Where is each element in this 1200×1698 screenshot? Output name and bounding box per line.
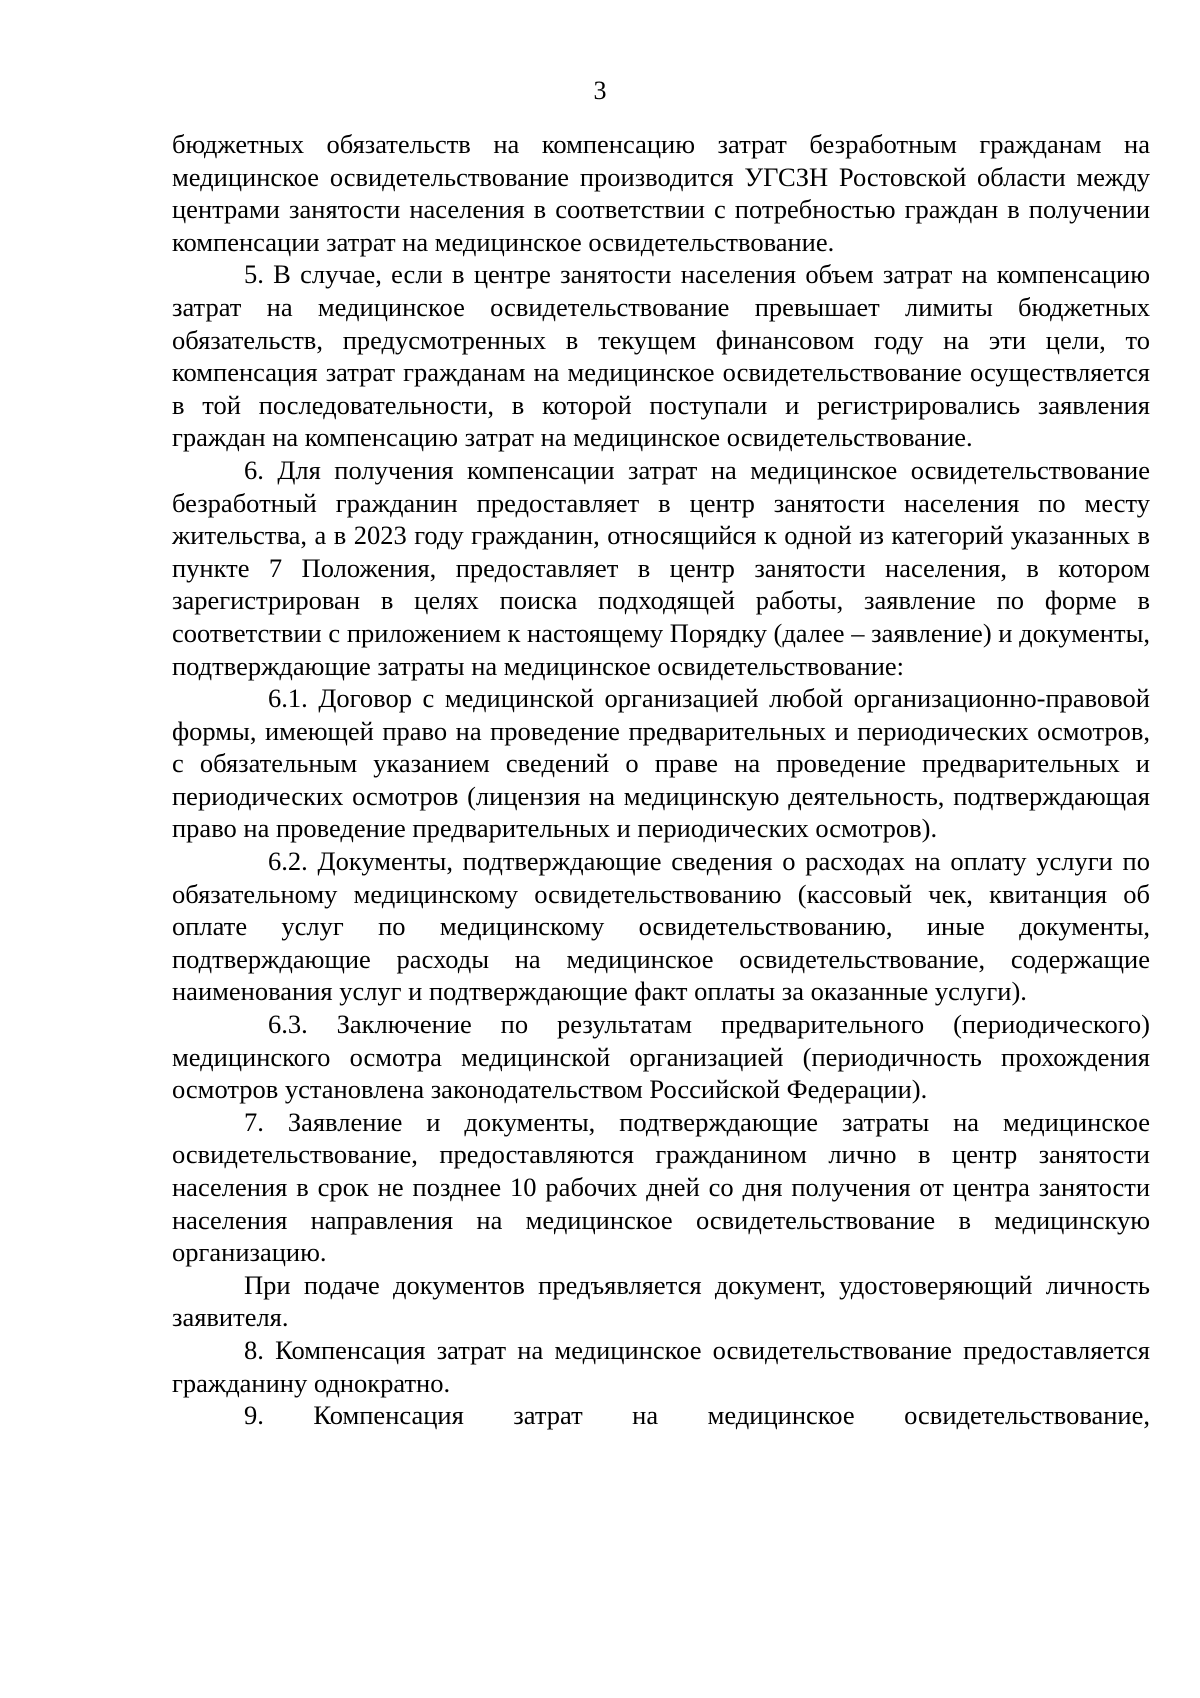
paragraph-item-6-2: 6.2. Документы, подтверждающие сведения о расходах на оплату услуги по обязательному медицинскому освидетельствованию (кассовый чек, квитанция об оплате услуг по медицинскому освидетельствованию, иные документы, подтверждающие расходы на медицинское освидетельствование, содержащие наименования услуг и подтверждающие факт оплаты за оказанные услуги). (172, 846, 1150, 1007)
paragraph-item-8: 8. Компенсация затрат на медицинское освидетельствование предоставляется гражданину однократно. (172, 1334, 1150, 1398)
paragraph-item-6-3: 6.3. Заключение по результатам предварительного (периодического) медицинского осмотра медицинской организацией (периодичность прохождения осмотров установлена законодательством Российской Федерации). (172, 1009, 1150, 1105)
paragraph-item-7: 7. Заявление и документы, подтверждающие затраты на медицинское освидетельствование, предоставляются гражданином лично в центр занятости населения в срок не позднее 10 рабочих дней со дня получения от центра занятости населения направления на медицинское освидетельствование в медицинскую организацию. (172, 1106, 1150, 1268)
document-body (172, 128, 1150, 1432)
page-number: 3 (593, 76, 607, 105)
paragraph-item-5: 5. В случае, если в центре занятости населения объем затрат на компенсацию затрат на медицинское освидетельствование превышает лимиты бюджетных обязательств, предусмотренных в текущем финансовом году на эти цели, то компенсация затрат гражданам на медицинское освидетельствование осуществляется в той последовательности, в которой поступали и регистрировались заявления граждан на компенсацию затрат на медицинское освидетельствование. (172, 259, 1150, 453)
paragraph-continuation: бюджетных обязательств на компенсацию затрат безработным гражданам на медицинское освидетельствование производится УГСЗН Ростовской области между центрами занятости населения в соответствии с потребностью граждан в получении компенсации затрат на медицинское освидетельствование. (172, 129, 1150, 257)
paragraph-id-requirement: При подаче документов предъявляется документ, удостоверяющий личность заявителя. (172, 1269, 1150, 1333)
paragraph-item-9: 9. Компенсация затрат на медицинское освидетельствование, (244, 1400, 1150, 1431)
paragraph-item-6: 6. Для получения компенсации затрат на медицинское освидетельствование безработный гражданин предоставляет в центр занятости населения по месту жительства, а в 2023 году гражданин, относящийся к одной из категорий указанных в пункте 7 Положения, предоставляет в центр занятости населения, в котором зарегистрирован в целях поиска подходящей работы, заявление по форме в соответствии с приложением к настоящему Порядку (далее – заявление) и документы, подтверждающие затраты на медицинское освидетельствование: (172, 454, 1150, 681)
paragraph-item-6-1: 6.1. Договор с медицинской организацией любой организационно-правовой формы, имеющей право на проведение предварительных и периодических осмотров, с обязательным указанием сведений о праве на проведение предварительных и периодических осмотров (лицензия на медицинскую деятельность, подтверждающая право на проведение предварительных и периодических осмотров). (172, 683, 1150, 844)
